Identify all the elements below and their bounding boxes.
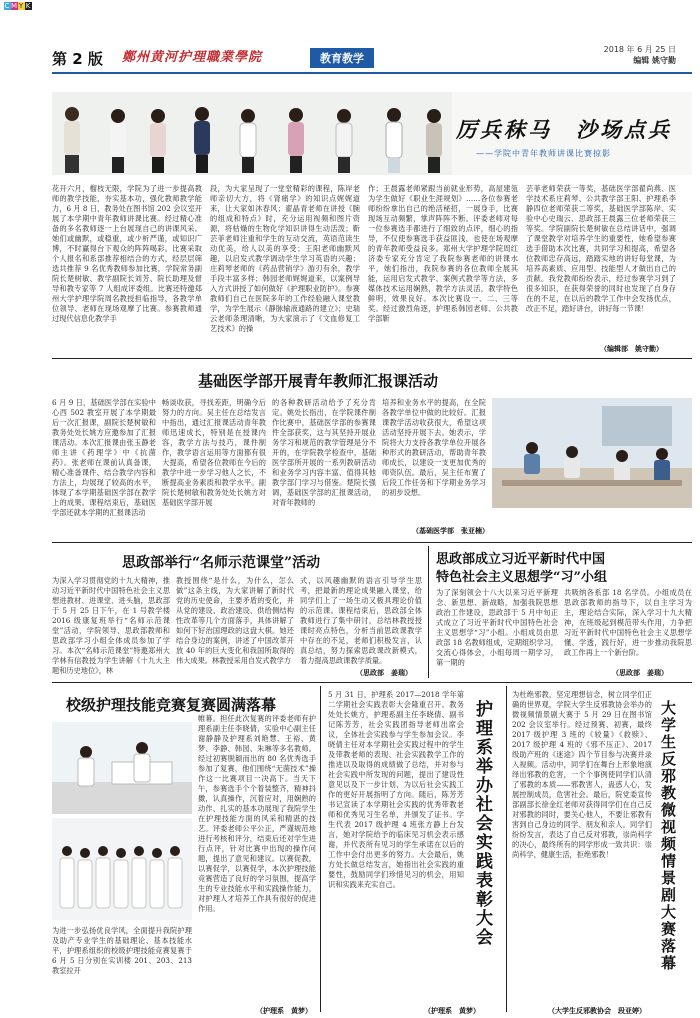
page-header	[52, 42, 692, 74]
skills-contest-photo-1	[52, 722, 192, 814]
article4-col2: 共吸纳各系部 18 名学员。小组成员在思政部教师的指导下，以自主学习为主，理论结合实际，深入学习十九大精神，在班级起到模范带头作用，力争把习近平新时代中国特色社会主义思想学懂、学透，践行好，进一步推动我院思政工作再上一个新台阶。	[564, 588, 692, 657]
banner-subslogan: ——学院中青年教师讲课比赛掠影	[476, 149, 611, 158]
school-brand-logo: 鄭州黄河护理職業學院	[122, 50, 263, 65]
article1-col4: 芸菲老师荣获一等奖，基础医学部翟尚燕、医学技术系庄莉琴、公共教学部王阳、护理系李静四位老师荣获二等奖，基础医学部陈岸、实验中心史瑞云、思政部王晨露三位老师荣获三等奖。学院副院长楚树敏在总结讲话中，强调了课堂教学对培养学生的重要性，她希望参赛选手借助本次比赛，共同学习和提高，希望各位教师忠存高远，踏踏实地的讲好每堂课，为培养高素质、应用型、技能型人才做出自己的贡献。我党教师纷纷表示，经过参赛学习到了很多知识，在获得荣誉的同时也发现了自身存在的不足，在以后的教学工作中会发扬优点，改正不足，踏好讲台，讲好每一节课！	[526, 184, 676, 313]
banner-slogan: 厉兵秣马 沙场点兵	[456, 117, 672, 142]
article2-col4: 培养和业务水平的提高，在全院各教学单位中做的比较好。汇报课教学活动收获很大，希望这项活动坚持开展下去。她表示，学院将大力支持各教学单位开展各种形式的教研活动，帮助青年教师成长，以建设一支更加优秀的师资队伍。最后，吴主任布置了后段工作任务和下学期业务学习的初步设想。	[382, 398, 486, 497]
editor-credit: 编辑 姚守勤	[633, 56, 676, 65]
print-registration-marks	[4, 2, 32, 10]
section-divider	[52, 358, 692, 359]
article1-byline: （编辑部 姚守勤）	[600, 345, 663, 353]
article5-col1: 为进一步弘扬优良学风，全面提升我院护理及助产专业学生的基础理论、基本技能水平，护理系组织的校级护理技能竞赛复赛于 6 月 5 日分别在实训楼 201、203、213 教室拉开	[52, 926, 192, 975]
edition-number: 第 2 版	[52, 50, 103, 68]
banner	[52, 92, 692, 175]
article6-title: 护理系举办社会实践表彰大会	[472, 700, 492, 947]
article3-title: 思政部举行“名师示范课堂”活动	[122, 555, 321, 571]
issue-date-block	[604, 44, 676, 66]
classroom-photo	[492, 398, 692, 508]
cmyk-mark-y: Y	[18, 2, 25, 10]
section-label: 教育教学	[310, 48, 374, 68]
teachers-photo-strip	[52, 92, 452, 175]
column-divider	[506, 686, 507, 1012]
article4-col1: 为了深刻领会十八大以来习近平新理念、新思想、新战略，加强我院思想政治工作建设，思政部于 5 月中旬正式成立了习近平新时代中国特色社会主义思想学“习”小组。小组成员由思政部 18 名教师组成，定期组织学习，交流心得体会，小组每周一期学习，第一期的	[436, 588, 558, 667]
article3-byline: （思政部 姜瑞）	[356, 669, 412, 677]
article5-col2: 帷幕。担任此次复赛的评委老师有护理系副主任李晓倩，实验中心副主任谢静静及护理系刘艳慧、王裕、黄梦、李静、韩园、朱琳等多名教师。经过初赛脱颖而出的 80 名优秀选手参加了复赛，他们围绕“无菌技术”操作这一比赛项目一决高下。当天下午，参赛选手个个着装整齐，精神抖擞，认真操作，沉着应对，用娴熟的动作、扎实的基本功展现了我院学生在护理技能方面的风采和精湛的技艺。评委老师公平公正，严谨规范地进行考核和评分，结束后还对学生进行点评，针对比赛中出现的操作问题，提出了意见和建议。以赛促教，以赛促学，以赛促学，本次护理技能竞赛营造了良好的学习氛围，提高学生的专业技能水平和实践操作能力，对护理人才培养工作具有很好的促进作用。	[198, 714, 316, 913]
section-divider	[52, 542, 692, 543]
article2-col2: 畅谈收获，寻找差距，明确今后努力的方向。吴主任在总结发言中指出，通过汇报课活动青年教师迅速成长，特别是在授课内容，教学方法与技巧，课件制作，教学语言运用等方面都有很大提高，希望各位教师在今后的教学中进一步学习他人之长，不断提高业务素质和教学水平。副院长楚树敏和教务处处长姚方对基础医学部开展	[162, 398, 266, 507]
column-divider	[428, 546, 429, 678]
issue-date: 2018 年 6 月 25 日	[603, 45, 676, 54]
skills-contest-photo-2	[52, 818, 192, 920]
article6-col1: 5 月 31 日，护理系 2017—2018 学年第二学期社会实践表彰大会隆重召开。教务处处长姚方，护理系副主任李晓倩、副书记陈芳芳，社会实践团指导老师出席会议，全体社会实践参与学生参加会议。李晓倩主任对本学期社会实践过程中的学生及带教老师的表现、社会实践教学工作的推进以及取得的成绩做了总结，并对参与社会实践中所发现的问题，提出了建设性意见以及下一步计划，为以后社会实践工作的更好开展指明了方向。随后，陈芳芳书记宣读了本学期社会实践的优秀带教老师和优秀见习生名单，并颁发了证书。学生代表 2017 级护理 4 班张方静上台发言，她对学院给予的临床见习机会表示感谢，并代表所有见习的学生承诺在以后的工作中会付出更多的努力。大会最后，姚方处长做总结发言，她指出社会实践的重要性，鼓励同学们珍惜见习的机会，用知识和实践来充实自己。	[328, 690, 464, 889]
article1-col1: 花开六月，榴枝无限，学院为了进一步提高教师的教学技能，夯实基本功，强化教师教学能力，6 月 8 日，教务处在图书馆 202 会议室开展了本学期中青年教师讲课比赛。经过精心准备的多名教师逐一上台展现自己的讲课风采。她们或幽默，或稳重，或少析严谨，或知识广博，不时赢得台下观众的阵阵喝彩。比赛采取个人报名和系部推荐相结合的方式，经层层筛选共推荐 9 名优秀教师参加比赛，学院常务副院长楚树敏、教学副院长刘芳、院长助理及督导和教专家等 7 人组成评委组。比赛还特邀郑州大学护理学院周名教授担临指导，各教学单位领导、老师在现场观摩了比赛。参赛教师通过现代信息化教学手	[52, 184, 202, 323]
article3-col2: 教授围绕“是什么，为什么，怎么做”这条主线，为大家讲解了新时代党的历史使命，主要矛盾的变化，并从党的建设、政治建设、供给侧结构性改革等几个方面落手，具体讲解了如何下好治国理政的这盘大棋。她还结合身边的案例，讲述了中国改革开放 40 年的巨大变化和我国所取得的伟大成果。林教授采用自发式教学方	[176, 576, 294, 665]
article7-title: 大学生反邪教微视频情景剧大赛落幕	[659, 700, 677, 972]
article5-title: 校级护理技能竞赛复赛圆满落幕	[66, 696, 277, 714]
cmyk-mark-m: M	[11, 2, 19, 10]
section-divider	[52, 682, 692, 683]
article2-col3: 的各种教研活动给予了充分肯定。姚处长指出，在学院课件制作比赛中，基础医学部的参赛课件全部获奖，这与其坚持开展业务学习和规范的教学管理是分不开的，在学院教学检查中，基础医学部所开展的一系列教研活动和业务学习内容丰富、值得其他教学部门学习与借鉴。楚院长强调，基础医学部的汇报课活动，对青年教师的	[272, 398, 376, 507]
article4-title-line1: 思政部成立习近平新时代中国	[436, 552, 606, 567]
cmyk-mark-k: K	[25, 2, 32, 10]
article1-col3: 作；王晨露老师紧跟当前就业形势，高屋建瓴为学生做好《职业生涯规划》……各位参赛老师纷纷拿出自己的绝活秘招，一展身手，比赛现场互动频繁，掌声阵阵不断。评委老师对每一位参赛选手都进行了细致的点评，细心的指导，不仅使参赛选手获益匪浅，也使在场观摩的青年教师受益良多。郑州大学护理学院周红济委专家充分肯定了我院参赛老师的讲课水平，她们指出，我院参赛的各位教师全展其能，运用启发式教学、案例式教学等方法，多媒体技术运用娴熟，教学方法灵活，教学特色鲜明，效果良好。本次比赛设一、二、三等奖。经过激烈角逐，护理系韩园老师、公共教学部靳	[368, 184, 518, 323]
article7-col1: 为杜绝邪教，坚定理想信念，树立同学们正确的世界观，学院大学生反邪教协会举办的微视频情景剧大赛于 5 月 29 日在图书馆 202 会议室举行。经过预赛、初赛，最终 2017 级护理 3 班的《较量》《救赎》、2017 级护理 4 班的《邪不压正》、2017 级助产班的《迷途》四个节目参与决赛并录入视频。活动中，同学们在舞台上形象地演绎出邪教的危害，一个个事例使同学们认清了邪教的本质——邪教害人，蛊惑人心，发展控制成员，危害社会。最后，院党委宣传部副部长徐金红老师对获得同学们在自己反对邪教的同时，要关心他人，不要让邪教有害到自己身边的同学、朋友和亲人。同学们纷纷发言，表达了自己反对邪教，崇尚科学的决心，最终所有的同学形成一致共识：崇尚科学，健康生活，拒绝邪教！	[512, 690, 652, 859]
article2-col1: 6 月 9 日，基础医学部在实验中心西 502 教室开展了本学期最后一次汇报课，副院长楚树敏和教务处处长姚方应邀参加了汇报课活动。本次汇报课由张玉静老师主讲《药理学》中《抗菌药》。张老师在课前认真备课，精心准备课件、结合教学内容和方法上，均展现了较高的水平，体现了本学期基础医学部在教学上的成果。课程结束后，基础医学部还就本学期的汇报课活动	[52, 398, 156, 517]
cmyk-mark-c: C	[4, 2, 11, 10]
article5-byline: （护理系 黄梦）	[256, 1007, 312, 1015]
article3-col1: 为深入学习贯彻党的十九大精神，推动习近平新时代中国特色社会主义思想进教材、进课堂、进头脑，思政部于 5 月 25 日下午，在 1 号教学楼 2016 级康复班举行“名师示范课堂”活动，学院领导、思政部教师和思政部学习小组全体成员参加了学习。本次“名师示范课堂”特邀郑州大学林有信教授为学生讲解《十九大主题和历史地位》，林	[52, 576, 170, 675]
article6-byline: （护理系 黄梦）	[424, 1007, 480, 1015]
article3-col3: 式，以风趣幽默的语言引导学生思考，把最新的理论成果融入课堂，给同学们上了一场生动又极具理论价值的示范课。课程结束后，思政部全体教师进行了集中研讨，总结林教授授课时亮点特色，分析当前思政课教学中存在的不足，老师们积极发言，认真总结，努力探索思政课改新模式，着力提高思政课教学质量。	[300, 576, 422, 665]
article7-byline: （大学生反邪教协会 段亚婷）	[548, 1007, 646, 1015]
article1-col2: 段，为大家呈现了一堂堂精彩的课程，陈岸老师亲切大方，将《肾痛学》的知识点娓娓道来，让大家如沐春风；翟晶青老师在讲授《腕的组成和特点》时，充分运用视频和图片资源，将枯燥的生物化学知识讲得生动活泼；靳芸菲老师注重和学生的互动交流，英语范读生动优美，给人以美的享受；王阳老师幽默风趣，以启发式教学调动学生学习英语的兴趣；庄莉琴老师的《药品营销学》游刃有余，教学手段丰富多样；韩园老师娓娓道来，以案例导入方式讲授了如何做好《护理职业防护》。参赛教师们自己在医院多年的工作经验融入课堂教学，为学生展示《静脉输液通路的建立》；史瑞云老师条理清晰，为大家演示了《文血修复工艺技术》的操	[210, 184, 360, 333]
article4-byline: （思政部 姜瑞）	[612, 669, 668, 677]
column-divider	[320, 686, 321, 1012]
article2-title: 基础医学部开展青年教师汇报课活动	[198, 372, 439, 390]
article2-byline: （基础医学部 张亚楠）	[412, 527, 489, 535]
article4-title-line2: 特色社会主义思想学“习”小组	[436, 570, 607, 585]
